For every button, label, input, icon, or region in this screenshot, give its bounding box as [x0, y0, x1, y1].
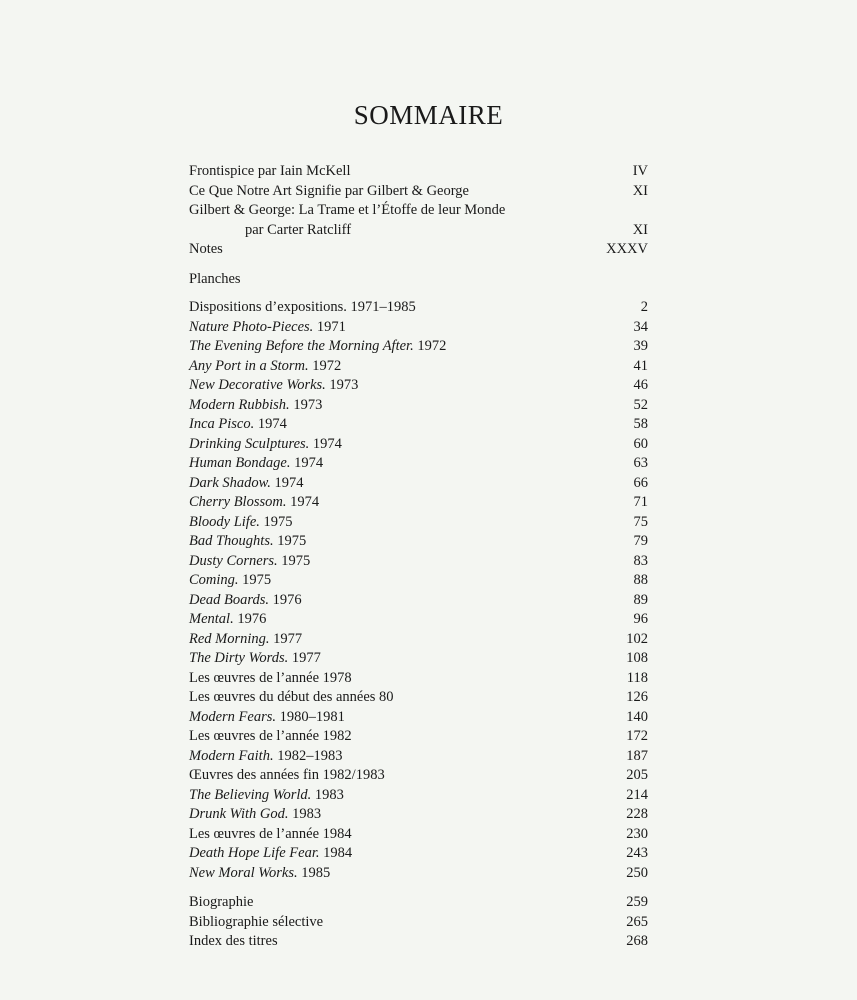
toc-entry-page: 60 [633, 435, 648, 452]
work-title: New Moral Works. [189, 864, 298, 881]
entry-detail: 1975 [259, 513, 293, 530]
work-title: New Decorative Works. [189, 377, 326, 393]
toc-entry [189, 513, 648, 533]
toc-entry-label: Index des titres [189, 933, 278, 949]
toc-entry-page: XI [632, 221, 648, 238]
toc-entry [189, 669, 648, 689]
entry-detail: Œuvres des années fin 1982/1983 [189, 767, 385, 783]
toc-entry-page: 2 [640, 299, 648, 315]
entry-detail: Les œuvres du début des années 80 [189, 689, 394, 705]
toc-entry [189, 825, 648, 845]
work-title: Dusty Corners. [189, 552, 278, 569]
entry-detail: 1983 [311, 786, 344, 803]
work-title: The Believing World. [189, 786, 312, 803]
work-title: Modern Fears. [189, 708, 276, 725]
entry-detail: 1985 [297, 864, 331, 881]
toc-entry [189, 182, 648, 202]
toc-entry-page: 83 [633, 552, 648, 569]
entry-detail: Dispositions d’expositions. 1971–1985 [189, 299, 416, 315]
toc-entry-page: 205 [626, 767, 648, 783]
work-title: Modern Faith. [189, 747, 274, 764]
toc-entry-label [189, 727, 626, 747]
toc-entry [189, 454, 648, 474]
entry-detail: Les œuvres de l’année 1978 [189, 669, 352, 686]
toc-entry-label [189, 844, 626, 864]
toc-entry-label: Frontispice par Iain McKell [189, 163, 351, 179]
toc-entry [189, 727, 648, 747]
toc-entry-label [189, 298, 641, 318]
entry-detail: 1973 [325, 377, 359, 393]
toc-entry [189, 932, 648, 952]
work-title: The Dirty Words. [189, 650, 289, 666]
toc-entry-label [189, 318, 634, 338]
toc-entry [189, 376, 648, 396]
toc-entry-label [189, 513, 634, 533]
toc-entry [189, 688, 648, 708]
toc-entry [189, 805, 648, 825]
toc-entry [189, 864, 648, 884]
work-title: Red Morning. [189, 630, 270, 647]
toc-entry-label [189, 649, 626, 669]
toc-entry [189, 844, 648, 864]
entry-detail: 1976 [269, 591, 302, 608]
toc-entry-label: Gilbert & George: La Trame et l’Étoffe de leur Monde [189, 202, 506, 218]
toc-entry-page: 71 [633, 494, 648, 510]
work-title: Bloody Life. [189, 513, 260, 530]
toc-front-matter [189, 162, 648, 260]
toc-entry-page: 89 [633, 591, 648, 608]
toc-entry-label [189, 493, 634, 513]
entry-detail: 1984 [319, 845, 353, 861]
work-title: Coming. [189, 572, 239, 588]
toc-entry-label [189, 435, 634, 455]
toc-entry [189, 337, 648, 357]
toc-entry [189, 474, 648, 494]
toc-entry-page: 79 [633, 533, 648, 549]
toc-entry-page: 243 [626, 845, 648, 861]
planches-heading: Planches [189, 271, 241, 287]
toc-entry-label [189, 357, 634, 377]
toc-entry-label [189, 571, 634, 591]
entry-detail: 1974 [254, 416, 287, 432]
toc-entry [189, 649, 648, 669]
toc-entry-label [189, 415, 634, 435]
toc-entry [189, 630, 648, 650]
toc-entry-label [189, 630, 626, 650]
toc-entry-label [189, 396, 634, 416]
toc-entry [189, 240, 648, 260]
toc-entry-label [189, 337, 634, 357]
toc-entry-label [189, 474, 634, 494]
work-title: Drinking Sculptures. [189, 435, 310, 452]
toc-entry-page: 259 [626, 894, 648, 910]
work-title: Death Hope Life Fear. [189, 845, 320, 861]
toc-entry-page: 140 [626, 708, 648, 725]
toc-entry-label [189, 669, 627, 689]
toc-entry-page: 118 [626, 669, 648, 686]
entry-detail: 1975 [238, 572, 272, 588]
toc-entry-page: 214 [626, 786, 648, 803]
toc-entry-page: 230 [626, 825, 648, 842]
work-title: Cherry Blossom. [189, 494, 287, 510]
toc-entry-label: Bibliographie sélective [189, 913, 324, 930]
entry-detail: 1983 [288, 806, 322, 822]
page-title: SOMMAIRE [353, 100, 504, 130]
work-title: Dark Shadow. [189, 474, 271, 491]
toc-entry-page: 41 [633, 357, 648, 374]
toc-entry [189, 298, 648, 318]
toc-entry-label [189, 688, 626, 708]
toc-entry [189, 435, 648, 455]
toc-entry-label [189, 864, 626, 884]
toc-section-heading [189, 270, 648, 290]
toc-entry-page: 126 [626, 689, 648, 705]
work-title: Bad Thoughts. [189, 533, 274, 549]
toc-entry-label: Ce Que Notre Art Signifie par Gilbert & George [189, 182, 469, 199]
toc-entry-page: 39 [633, 338, 648, 354]
toc-entry [189, 415, 648, 435]
toc-entry-page: 34 [633, 318, 648, 335]
entry-detail: 1974 [270, 474, 304, 491]
work-title: Human Bondage. [189, 455, 291, 471]
toc-entry-page: 58 [633, 416, 648, 432]
entry-detail: 1977 [269, 630, 303, 647]
toc-entry [189, 786, 648, 806]
toc-back-matter [189, 893, 648, 952]
toc-entry-label [189, 454, 634, 474]
toc-entry [189, 913, 648, 933]
toc-entry [189, 532, 648, 552]
work-title: The Evening Before the Morning After. [189, 338, 414, 354]
entry-detail: 1977 [288, 650, 321, 666]
entry-detail: 1973 [289, 396, 323, 413]
toc-entry-page: 268 [626, 933, 648, 949]
toc-entry [189, 357, 648, 377]
toc-entry-label: Biographie [189, 894, 254, 910]
toc-entry [189, 571, 648, 591]
work-title: Dead Boards. [189, 591, 270, 608]
toc-entry-page: 52 [633, 396, 648, 413]
toc-entry [189, 493, 648, 513]
toc-entry-page: XI [632, 182, 648, 199]
toc-entry-label [189, 786, 626, 806]
toc-entry-page: 108 [626, 650, 648, 666]
toc-entry [189, 162, 648, 182]
toc-entry-page: 250 [626, 864, 648, 881]
entry-detail: 1982–1983 [273, 747, 343, 764]
toc-entry-label [189, 376, 634, 396]
work-title: Any Port in a Storm. [189, 357, 309, 374]
entry-detail: 1972 [308, 357, 342, 374]
toc-entry-label: Notes [189, 241, 223, 257]
toc-entry [189, 318, 648, 338]
entry-detail: 1972 [413, 338, 447, 354]
toc-entry [189, 610, 648, 630]
toc-entry-page: 88 [633, 572, 648, 588]
toc-entry-label [189, 747, 626, 767]
toc-entry-label [189, 805, 626, 825]
toc-entry-label [189, 708, 626, 728]
toc-entry-label: par Carter Ratcliff [245, 221, 352, 238]
entry-detail: 1975 [277, 552, 311, 569]
entry-detail: Les œuvres de l’année 1984 [189, 825, 352, 842]
toc-entry [189, 221, 648, 241]
toc-entry [189, 766, 648, 786]
entry-detail: Les œuvres de l’année 1982 [189, 728, 352, 744]
toc-entry [189, 708, 648, 728]
toc-entry-page: IV [632, 163, 648, 179]
work-title: Inca Pisco. [189, 416, 255, 432]
toc-entry-page: 228 [626, 806, 648, 822]
work-title: Drunk With God. [189, 806, 289, 822]
work-title: Mental. [189, 611, 234, 627]
toc-entry-label [189, 532, 634, 552]
entry-detail: 1974 [290, 455, 324, 471]
entry-detail: 1971 [313, 318, 346, 335]
toc-entry [189, 893, 648, 913]
toc-entry-page: 172 [626, 728, 648, 744]
toc-entry-page: 46 [633, 377, 648, 393]
entry-detail: 1974 [309, 435, 342, 452]
toc-entry-page: 96 [633, 611, 648, 627]
toc-entry-page: 102 [626, 630, 648, 647]
toc-entry-page: 63 [633, 455, 648, 471]
toc-entry-label [189, 591, 634, 611]
entry-detail: 1975 [273, 533, 307, 549]
toc-entry-label [189, 610, 634, 630]
toc-entry [189, 396, 648, 416]
toc-planches-list [189, 298, 648, 883]
work-title: Modern Rubbish. [189, 396, 290, 413]
toc-entry-page: 265 [626, 913, 648, 930]
toc-entry-label [189, 825, 626, 845]
toc-entry-page: 187 [626, 747, 648, 764]
toc-entry-label [189, 766, 626, 786]
entry-detail: 1976 [233, 611, 267, 627]
entry-detail: 1980–1981 [276, 708, 345, 725]
toc-entry [189, 552, 648, 572]
entry-detail: 1974 [286, 494, 320, 510]
work-title: Nature Photo-Pieces. [189, 318, 314, 335]
toc-entry-label [189, 552, 634, 572]
toc-entry [189, 201, 648, 221]
toc-entry-page: 66 [633, 474, 648, 491]
toc-entry [189, 591, 648, 611]
toc-entry-page: XXXV [606, 241, 648, 257]
toc-entry-page: 75 [633, 513, 648, 530]
toc-entry [189, 747, 648, 767]
